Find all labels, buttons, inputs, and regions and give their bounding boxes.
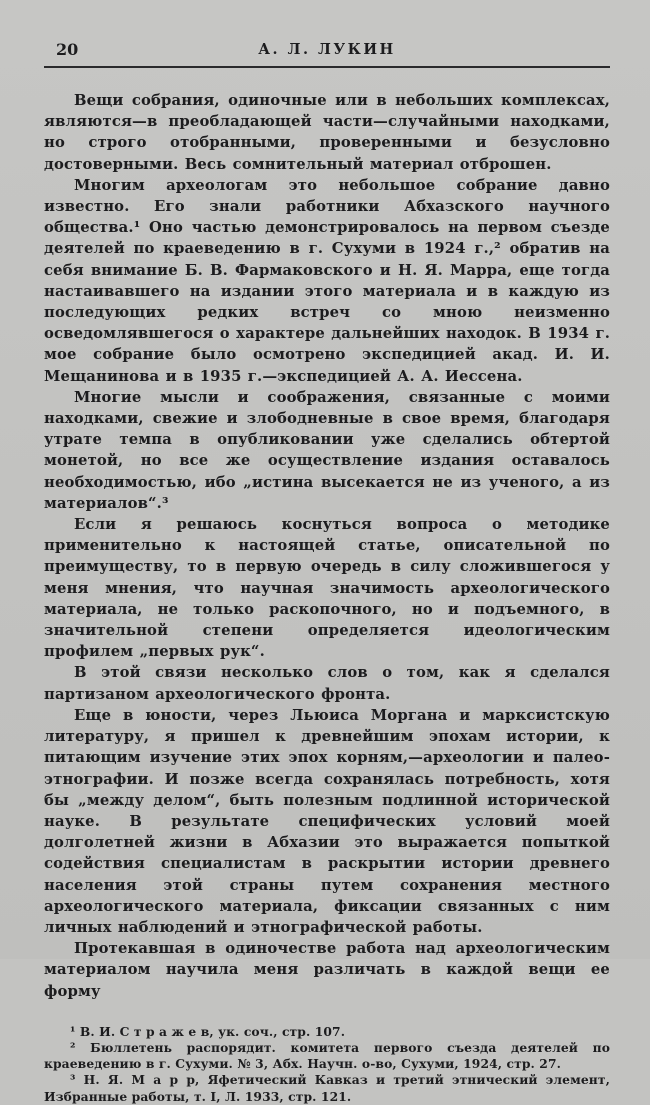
footnote: ³ Н. Я. М а р р, Яфетический Кавказ и третий этнический элемент, Избранные работы, т. I, Л. 1933, стр. 121. (44, 1072, 610, 1104)
footnote: ¹ В. И. С т р а ж е в, ук. соч., стр. 107. (70, 1023, 346, 1039)
body-paragraph: Многим археологам это небольшое собрание давно известно. Его знали работники Абхазского научного общества.¹ Оно частью демонстрировалось на первом съезде деятелей по краеведению в г. Сухуми в 1924 г.,² обратив на себя внимание Б. В. Фармаковского и Н. Я. Марра, еще тогда настаивавшего на издании этого материала и в каждую из последующих редких встреч со мною неизменно осведомлявшегося о характере дальнейших находок. В 1934 г. мое собрание было осмотрено экспедицией акад. И. И. Мещанинова и в 1935 г.—экспедицией А. А. Иессена. (44, 176, 610, 385)
body-paragraph: Вещи собрания, одиночные или в небольших комплексах, являются—в преобладающей части—случайными находками, но строго отобранными, проверенными и безусловно достоверными. Весь сомнительный материал отброшен. (44, 92, 610, 173)
body-paragraph: Еще в юности, через Льюиса Моргана и марксистскую литературу, я пришел к древнейшим эпохам истории, к питающим изучение этих эпох корням,—археологии и палео-этнографии. И позже всегда сохранялась потребность, хотя бы „между делом“, быть полезным подлинной исторической науке. В результате специфических условий моей долголетней жизни в Абхазии это выражается попыткой содействия специалистам в раскрытии истории древнего населения этой страны путем сохранения местного археологического материала, фиксации связанных с ним личных наблюдений и этнографической работы. (44, 706, 610, 936)
header-rule (44, 66, 610, 68)
body-paragraph: Многие мысли и соображения, связанные с моими находками, свежие и злободневные в свое время, благодаря утрате темпа в опубликовании уже сделались обтертой монетой, но все же осуществление издания оставалось необходимостью, ибо „истина высекается не из ученого, а из материалов“.³ (44, 388, 610, 512)
page-number: 20 (56, 40, 79, 59)
footnote: ² Бюллетень распорядит. комитета первого съезда деятелей по краеведению в г. Сухуми. № 3, Абх. Научн. о-во, Сухуми, 1924, стр. 27. (44, 1039, 610, 1072)
body-paragraph: В этой связи несколько слов о том, как я сделался партизаном археологического фронта. (44, 664, 610, 703)
body-paragraph: Если я решаюсь коснуться вопроса о методике применительно к настоящей статье, описательной по преимуществу, то в первую очередь в силу сложившегося у меня мнения, что научная значимость археологического материала, не только раскопочного, но и подъемного, в значительной степени определяется идеологическим профилем „первых рук“. (44, 516, 610, 661)
footnotes-section (44, 1024, 610, 1105)
body-text (44, 90, 610, 1002)
body-paragraph: Протекавшая в одиночестве работа над археологическим материалом научила меня различать в каждой вещи ее форму (44, 940, 610, 1000)
page-header (44, 40, 610, 62)
running-title: А. Л. ЛУКИН (258, 41, 396, 58)
